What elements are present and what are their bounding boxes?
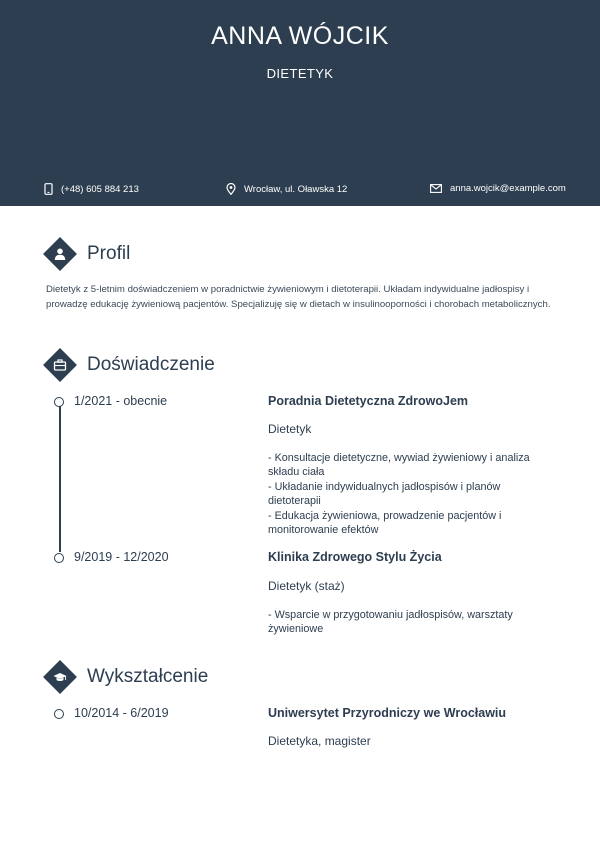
phone-icon <box>44 183 53 195</box>
contact-address <box>226 183 347 195</box>
education-institution: Uniwersytet Przyrodniczy we Wrocławiu <box>268 706 507 720</box>
mail-icon <box>430 184 442 193</box>
experience-organization: Klinika Zdrowego Stylu Życia <box>268 550 442 564</box>
section-title: Profil <box>87 243 131 264</box>
experience-date: 1/2021 - obecnie <box>74 394 168 408</box>
education-date: 10/2014 - 6/2019 <box>74 706 169 720</box>
person-icon <box>53 247 67 261</box>
person-name: ANNA WÓJCIK <box>211 22 389 50</box>
timeline-line <box>59 406 61 552</box>
contact-phone <box>44 183 139 195</box>
timeline-dot <box>54 709 64 719</box>
experience-organization: Poradnia Dietetyczna ZdrowoJem <box>268 394 469 408</box>
address-text: Wrocław, ul. Oławska 12 <box>244 183 348 195</box>
section-title: Doświadczenie <box>87 354 215 375</box>
section-badge <box>43 237 77 271</box>
section-title: Wykształcenie <box>87 666 209 687</box>
header-banner <box>0 0 600 206</box>
phone-text: (+48) 605 884 213 <box>61 183 139 195</box>
profile-summary: Dietetyk z 5-letnim doświadczeniem w poradnictwie żywieniowym i dietoterapii. Układam indywidualne jadłospisy i prowadzę edukację żywieniową pacjentów. Specjalizuję się w dietach w insulinooporności i chorobach metabolicznych. <box>46 284 551 310</box>
graduation-cap-icon <box>53 670 67 684</box>
map-pin-icon <box>226 183 236 195</box>
experience-role: Dietetyk <box>268 422 312 436</box>
timeline-dot <box>54 397 64 407</box>
section-badge <box>43 660 77 694</box>
description-bullet: - Wsparcie w przygotowaniu jadłospisów, warsztaty żywieniowe <box>268 609 513 636</box>
section-profile-heading <box>43 242 130 266</box>
job-title: DIETETYK <box>266 66 334 81</box>
education-degree: Dietetyka, magister <box>268 734 371 748</box>
experience-date: 9/2019 - 12/2020 <box>74 550 169 564</box>
section-education-heading <box>43 665 208 689</box>
timeline-dot <box>54 553 64 563</box>
contact-email <box>430 183 566 194</box>
description-bullet: - Układanie indywidualnych jadłospisów i planów dietoterapii <box>268 480 501 508</box>
experience-description <box>268 608 553 637</box>
section-experience-heading <box>43 353 215 377</box>
section-badge <box>43 348 77 382</box>
description-bullet: - Konsultacje dietetyczne, wywiad żywieniowy i analiza składu ciała <box>268 452 530 479</box>
briefcase-icon <box>53 358 67 372</box>
description-bullet: - Edukacja żywieniowa, prowadzenie pacjentów i monitorowanie efektów <box>268 509 502 537</box>
email-text: anna.wojcik@example.com <box>450 183 566 194</box>
experience-description <box>268 451 553 537</box>
experience-role: Dietetyk (staż) <box>268 579 345 593</box>
